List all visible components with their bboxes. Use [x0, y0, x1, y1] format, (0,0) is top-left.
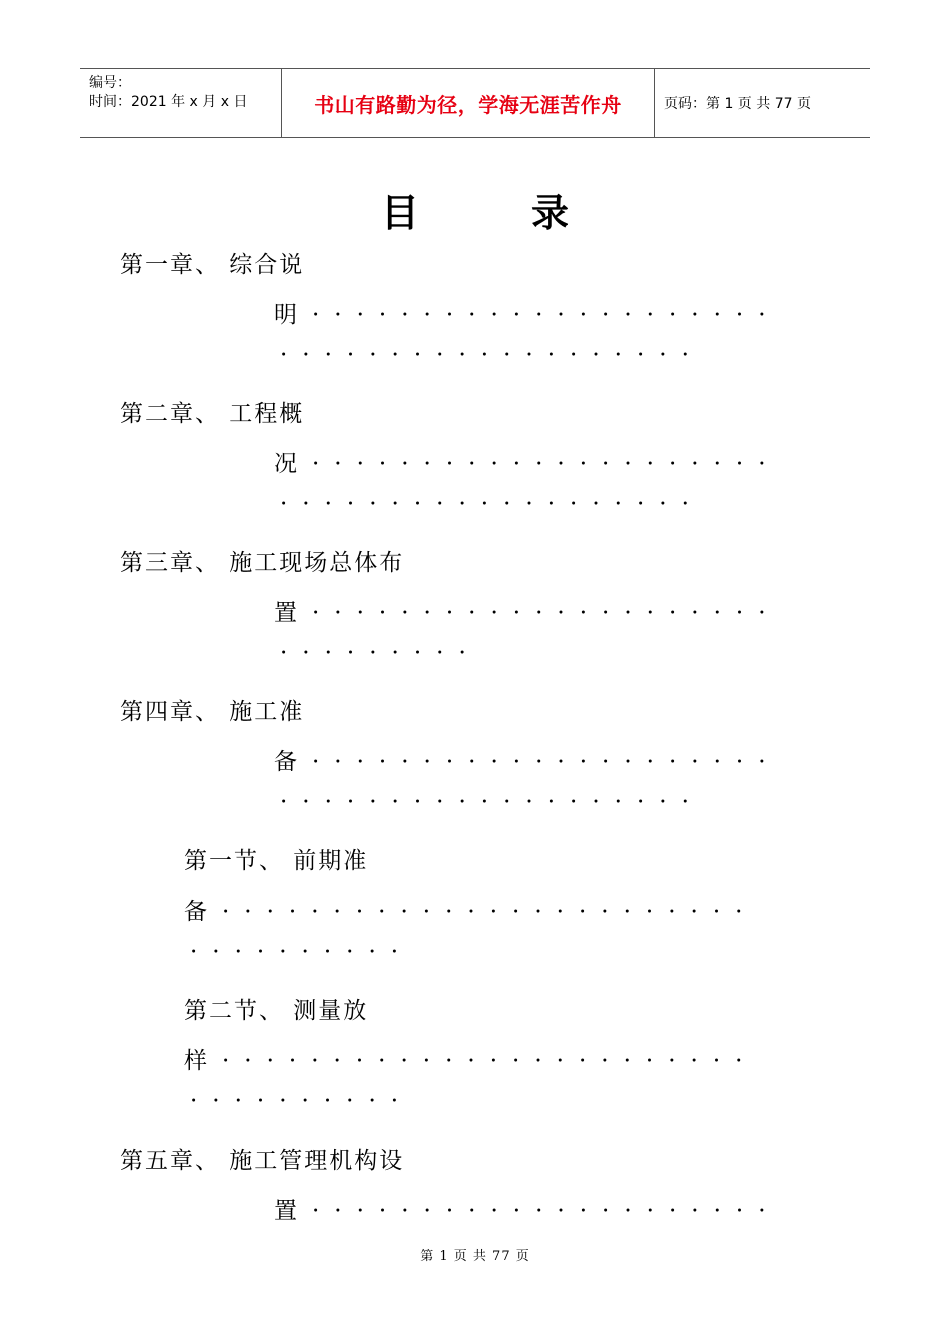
toc-entry-section-2-leader: 样························ [184, 1048, 758, 1074]
toc-entry-chapter-5[interactable]: 第五章、 施工管理机构设 [120, 1148, 405, 1174]
document-header [80, 68, 870, 138]
header-motto: 书山有路勤为径，学海无涯苦作舟 [314, 92, 622, 117]
toc-entry-chapter-3-leader-cont: ········· [280, 640, 481, 666]
toc-entry-section-1-leader: 备························ [184, 899, 758, 925]
toc-entry-chapter-3-leader: 置····················· [274, 600, 781, 626]
toc-entry-section-2-leader-cont: ·········· [190, 1088, 414, 1114]
header-page-info: 页码：第 1 页 共 77 页 [664, 96, 811, 112]
toc-entry-chapter-5-leader: 置····················· [274, 1198, 781, 1224]
header-motto-cell [282, 69, 655, 137]
toc-entry-chapter-2-leader-cont: ··················· [280, 491, 704, 517]
header-time-label: 时间：2021 年 x 月 x 日 [89, 94, 248, 110]
header-number-label: 编号： [89, 75, 131, 91]
header-meta-cell [80, 69, 282, 137]
toc-entry-chapter-4[interactable]: 第四章、 施工准 [120, 699, 305, 725]
toc-entry-section-2[interactable]: 第二节、 测量放 [184, 998, 369, 1024]
toc-entry-chapter-4-leader-cont: ··················· [280, 789, 704, 815]
toc-entry-chapter-2[interactable]: 第二章、 工程概 [120, 401, 305, 427]
toc-entry-chapter-1-leader: 明····················· [274, 302, 781, 328]
toc-title: 目录 [380, 190, 681, 235]
toc-entry-chapter-4-leader: 备····················· [274, 749, 781, 775]
toc-entry-section-1-leader-cont: ·········· [190, 939, 414, 965]
toc-entry-chapter-1[interactable]: 第一章、 综合说 [120, 252, 305, 278]
page-footer: 第 1 页 共 77 页 [420, 1249, 530, 1264]
toc-entry-chapter-2-leader: 况····················· [274, 451, 781, 477]
toc-entry-section-1[interactable]: 第一节、 前期准 [184, 848, 369, 874]
toc-entry-chapter-3[interactable]: 第三章、 施工现场总体布 [120, 550, 405, 576]
toc-entry-chapter-1-leader-cont: ··················· [280, 342, 704, 368]
